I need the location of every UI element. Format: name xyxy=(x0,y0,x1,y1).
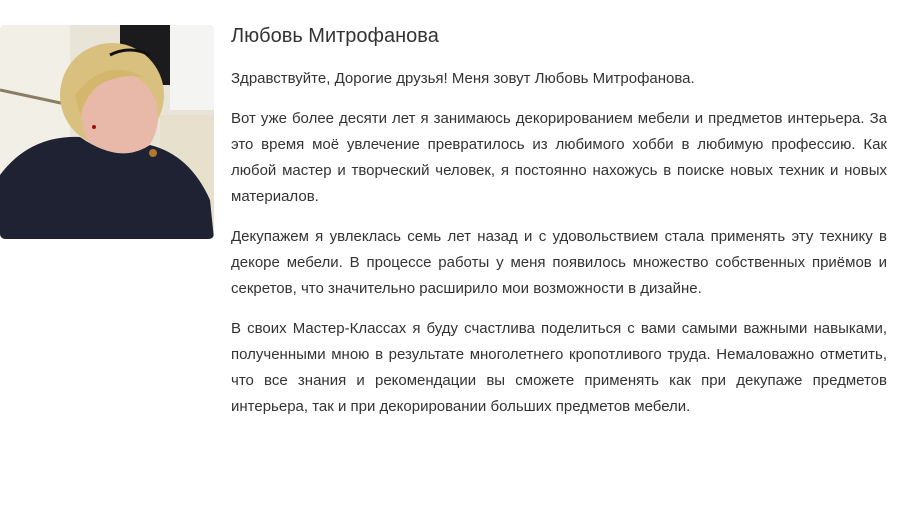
profile-photo xyxy=(0,25,214,239)
profile-bio xyxy=(231,22,887,434)
portrait-image xyxy=(0,25,214,239)
bio-paragraph-decoupage: Декупажем я увлеклась семь лет назад и с удовольствием стала применять эту технику в декоре мебели. В процессе работы у меня появилось множество собственных приёмов и секретов, что значительно расширило мои возможности в дизайне. xyxy=(231,228,887,297)
bio-paragraph-masterclasses: В своих Мастер-Классах я буду счастлива поделиться с вами самыми важными навыками, полученными мною в результате многолетнего кропотливого труда. Немаловажно отметить, что все знания и рекомендации вы сможете применять как при декупаже предметов интерьера, так и при декорировании больших предметов мебели. xyxy=(231,320,887,415)
profile-name: Любовь Митрофанова xyxy=(231,25,439,47)
bio-paragraph-greeting: Здравствуйте, Дорогие друзья! Меня зовут Любовь Митрофанова. xyxy=(231,70,695,87)
bio-paragraph-experience: Вот уже более десяти лет я занимаюсь декорированием мебели и предметов интерьера. За это время моё увлечение превратилось из любимого хобби в любимую профессию. Как любой мастер и творческий человек, я постоянно нахожусь в поиске новых техник и новых материалов. xyxy=(231,110,887,205)
